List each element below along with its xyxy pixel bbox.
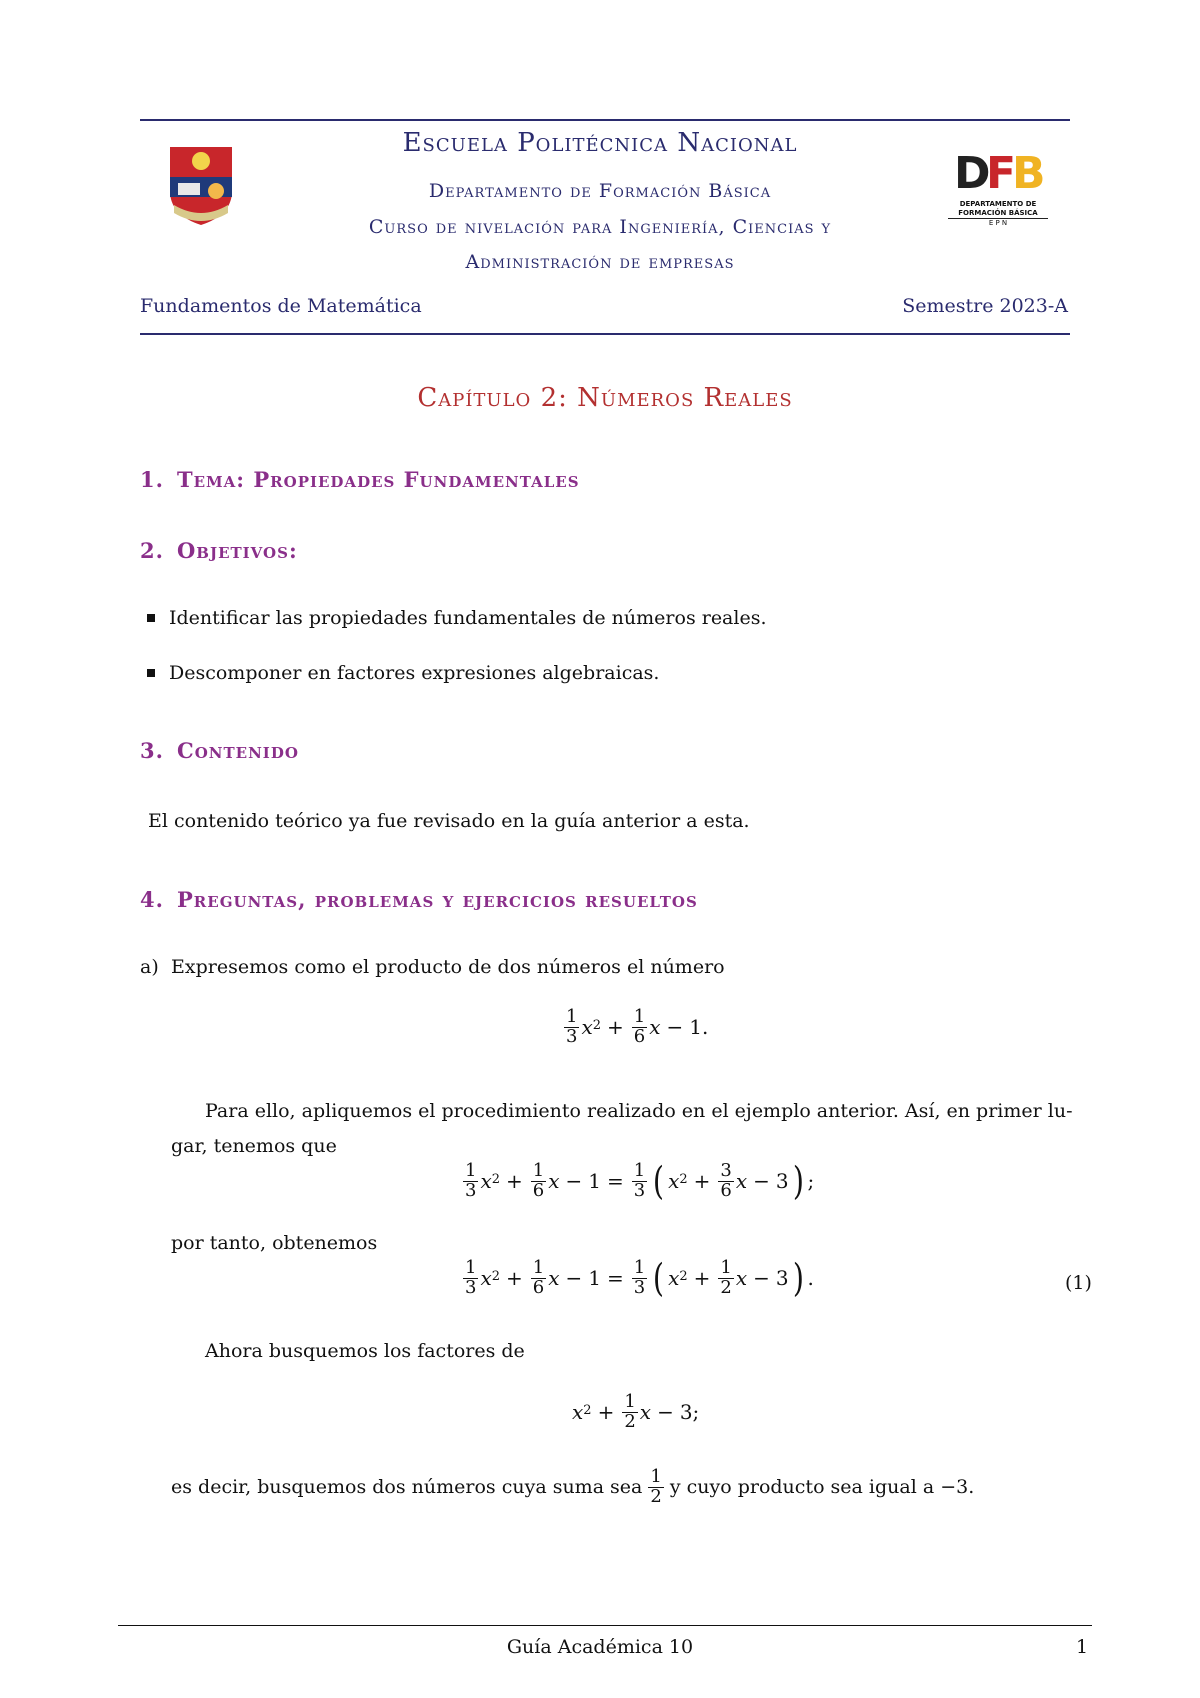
equation-factor-step-2: $\frac{1}{3}$ x 2 + $\frac{1}{6}$ x − 1 = $\frac{1}{3}$ ( x 2 + $\frac{1}{2}$ x − 3 ) . (465, 1256, 814, 1301)
institution-name: Escuela Politécnica Nacional (402, 128, 798, 158)
es-decir-text-a: es decir, busquemos dos números cuya suma sea (171, 1476, 643, 1499)
semester: Semestre 2023-A (902, 295, 1068, 317)
footer-guide-title: Guía Académica 10 (506, 1636, 694, 1658)
content-text: El contenido teórico ya fue revisado en la guía anterior a esta. (148, 810, 750, 832)
svg-text:F: F (986, 148, 1017, 196)
es-decir-line (171, 1468, 974, 1507)
section-2-heading (140, 538, 298, 563)
section-4-heading (140, 887, 698, 912)
section-3-number: 3. (140, 738, 164, 763)
section-2-number: 2. (140, 538, 164, 563)
dfb-logo-text: DEPARTAMENTO DE FORMACIÓN BÁSICA (948, 200, 1048, 219)
section-1-heading (140, 467, 580, 492)
objective-text-2: Descomponer en factores expresiones algebraicas. (169, 662, 660, 684)
objective-item-1 (147, 607, 767, 629)
dfb-logo (948, 148, 1048, 228)
footer-page-number: 1 (1076, 1636, 1089, 1658)
course-line-1: Curso de nivelación para Ingeniería, Ciencias y (368, 216, 832, 238)
bullet-icon (147, 614, 155, 622)
dfb-logo-sub: E P N (988, 219, 1008, 227)
equation-factor-step-1: $\frac{1}{3}$ x 2 + $\frac{1}{6}$ x − 1 = $\frac{1}{3}$ ( x 2 + $\frac{3}{6}$ x − 3 ) ; (465, 1159, 815, 1204)
por-tanto-text: por tanto, obtenemos (171, 1232, 378, 1254)
section-3-heading (140, 738, 299, 763)
section-3-title: Contenido (177, 738, 299, 763)
equation-quadratic: x 2 + $\frac{1}{2}$ x − 3; (572, 1391, 700, 1432)
chapter-title: Capítulo 2: Números Reales (417, 383, 793, 413)
department-name: Departamento de Formación Básica (428, 180, 772, 202)
section-4-title: Preguntas, problemas y ejercicios resueltos (177, 887, 698, 912)
inline-fraction-one-half: $\frac{1}{2}$ (650, 1466, 662, 1507)
svg-text:D: D (954, 148, 991, 196)
header-top-rule (140, 119, 1070, 121)
section-2-title: Objetivos: (177, 538, 298, 563)
subject-name: Fundamentos de Matemática (140, 295, 422, 317)
objective-item-2 (147, 662, 659, 684)
equation-main-expression: $\frac{1}{3}$ x 2 + $\frac{1}{6}$ x − 1. (566, 1006, 709, 1047)
exercise-a-label: a) (140, 956, 159, 978)
es-decir-text-b: y cuyo producto sea igual a −3. (669, 1476, 975, 1499)
section-1-number: 1. (140, 467, 164, 492)
objective-text-1: Identificar las propiedades fundamentales de números reales. (169, 607, 767, 629)
paragraph-1-line-2: gar, tenemos que (171, 1135, 337, 1157)
equation-number: (1) (1065, 1272, 1092, 1294)
bullet-icon (147, 669, 155, 677)
epn-crest-logo (166, 143, 236, 229)
paragraph-1-line-1: Para ello, apliquemos el procedimiento realizado en el ejemplo anterior. Así, en primer lu- (205, 1100, 1073, 1122)
section-4-number: 4. (140, 887, 164, 912)
course-line-2: Administración de empresas (465, 251, 735, 273)
footer-rule (118, 1625, 1092, 1626)
section-1-title: Tema: Propiedades Fundamentales (177, 467, 580, 492)
exercise-a-intro: Expresemos como el producto de dos números el número (171, 956, 725, 978)
header-bottom-rule (140, 333, 1070, 335)
svg-text:B: B (1012, 148, 1046, 196)
ahora-text: Ahora busquemos los factores de (205, 1340, 525, 1362)
